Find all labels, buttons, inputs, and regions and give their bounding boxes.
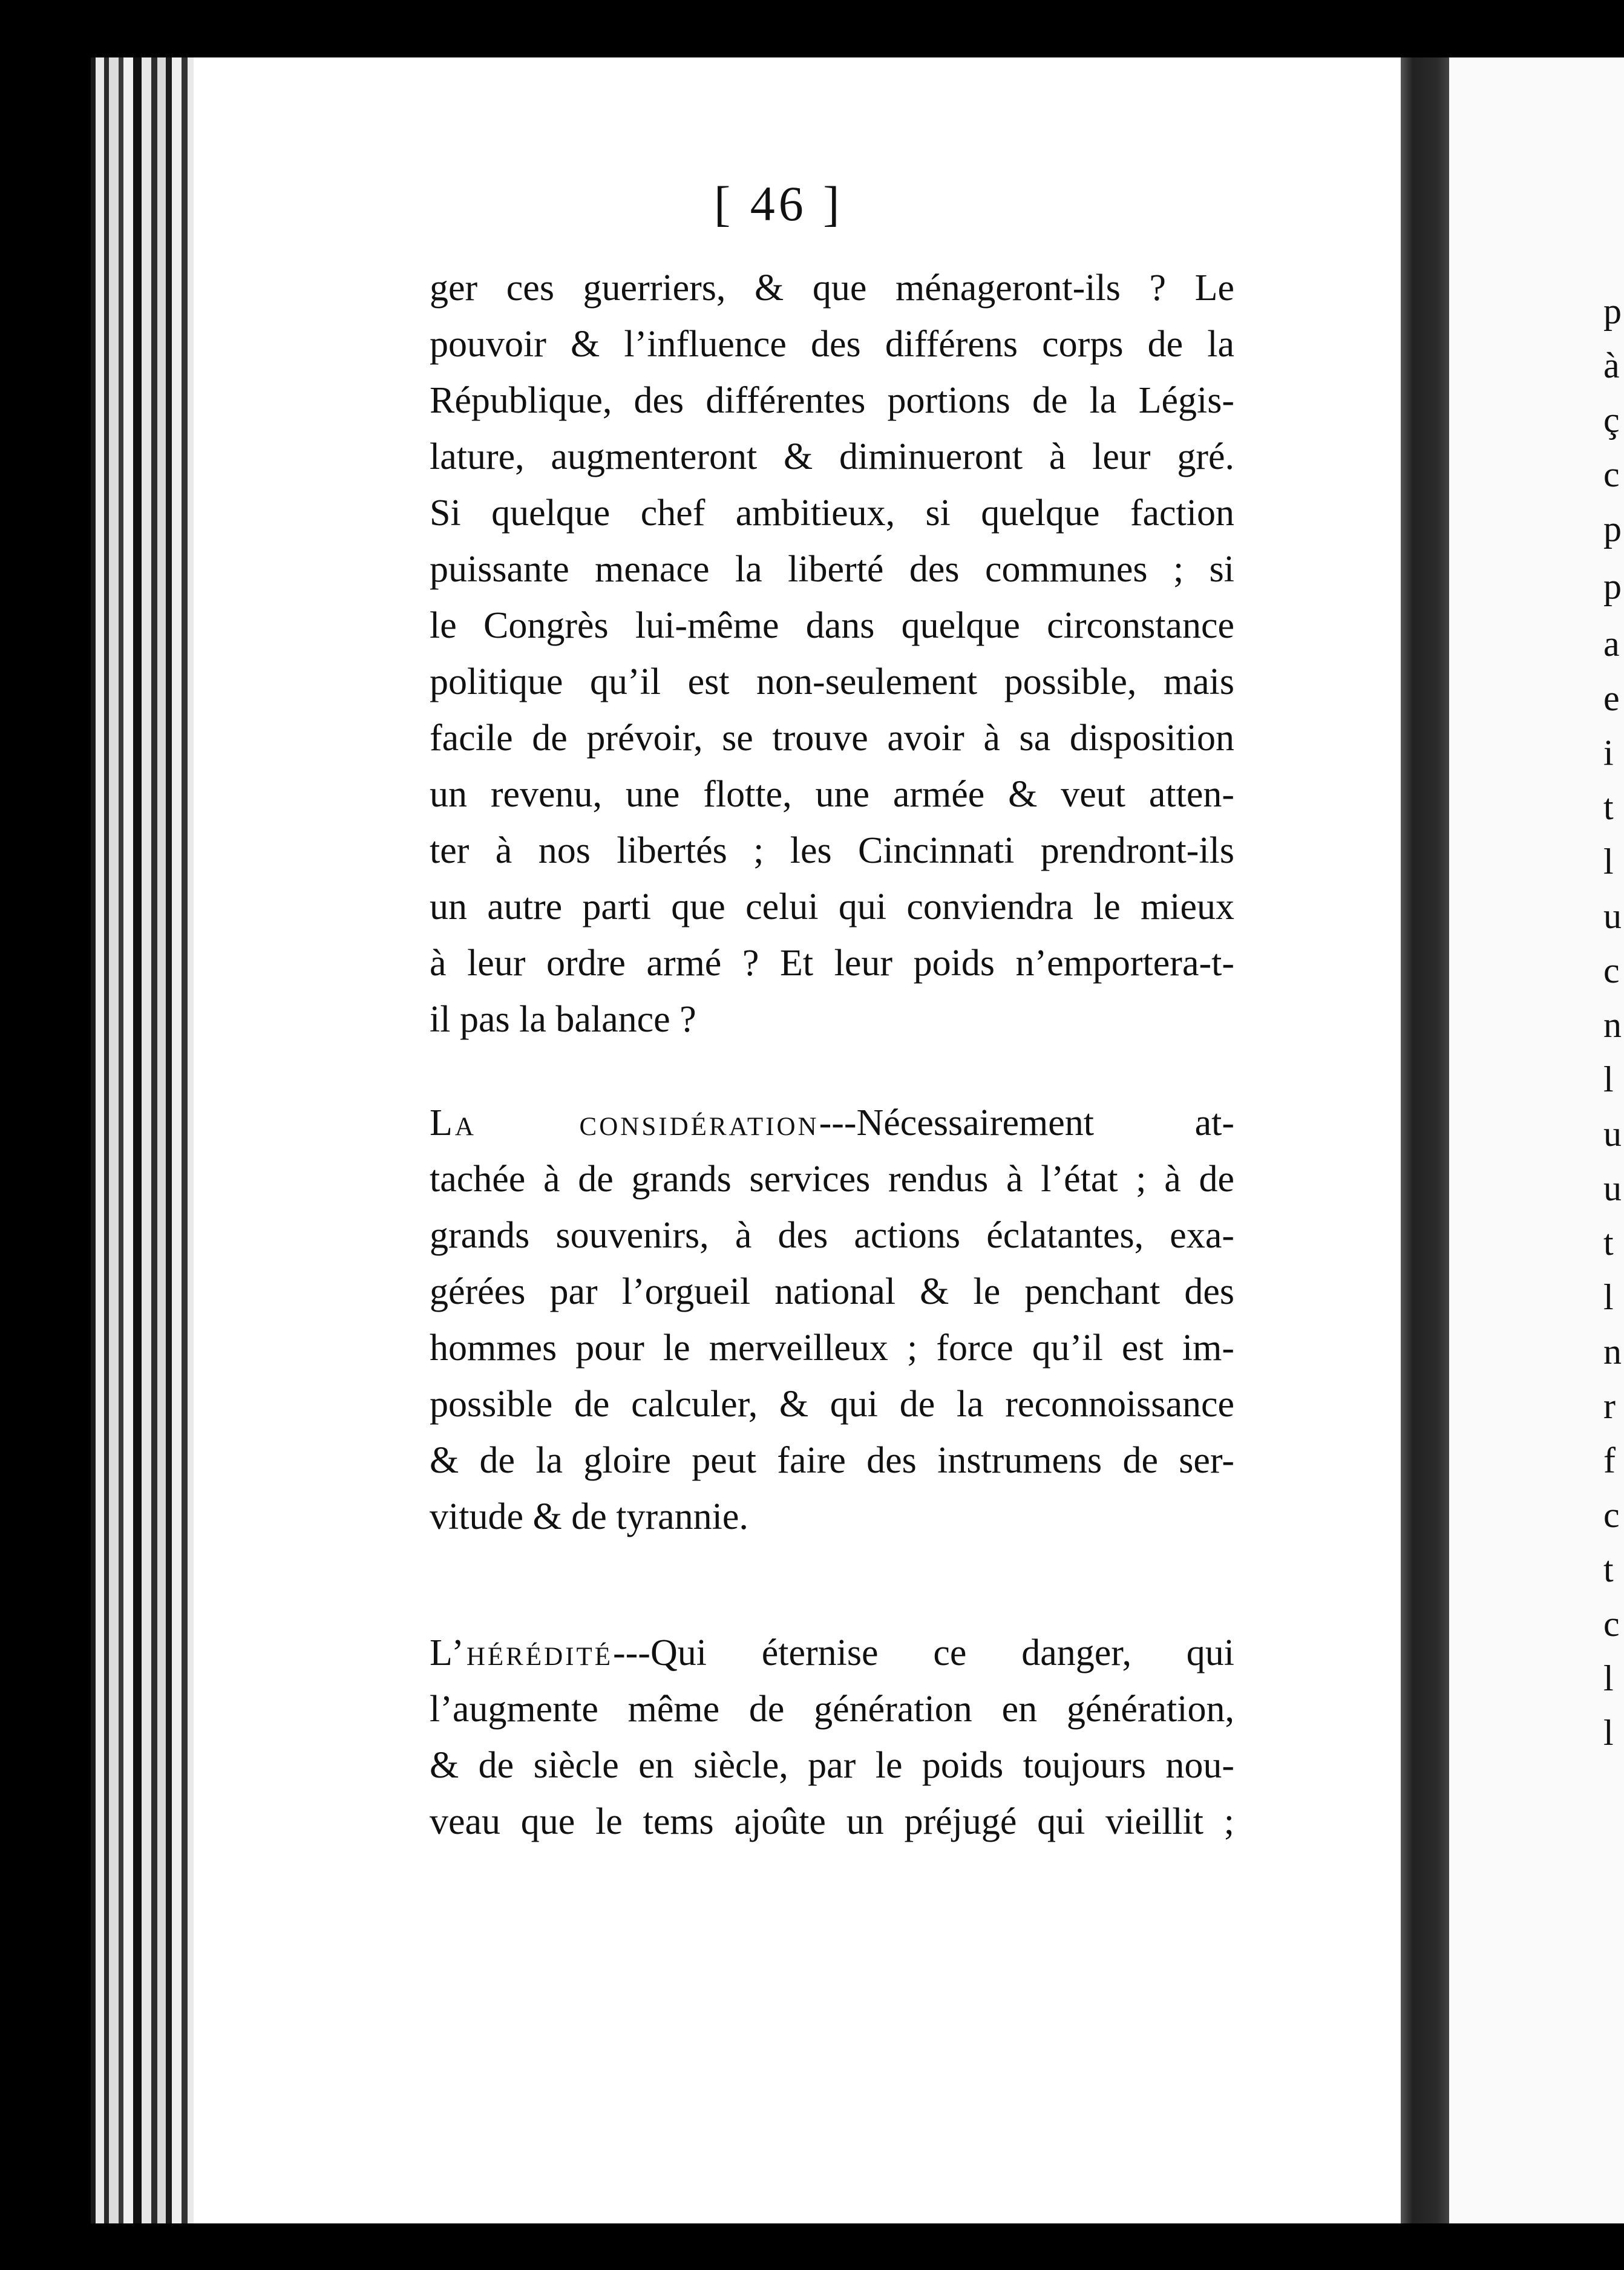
fragment-letter: t (1603, 1223, 1614, 1263)
fragment-letter: t (1603, 1549, 1614, 1589)
text-line (430, 1625, 1234, 1681)
fragment-letter: l (1603, 1059, 1614, 1099)
text-line: pouvoir & l’influence des différens corps de la (430, 324, 1234, 365)
adjacent-page (1449, 57, 1624, 2223)
book-page-edges (91, 57, 194, 2223)
text-line: Si quelque chef ambitieux, si quelque faction (430, 492, 1234, 534)
text-line: & de siècle en siècle, par le poids toujours nou- (430, 1745, 1234, 1786)
paragraph-heading: La considération (430, 1102, 819, 1143)
fragment-letter: n (1603, 1005, 1622, 1045)
paragraph-gap (430, 1048, 1234, 1095)
text-line: un revenu, une flotte, une armée & veut atten- (430, 774, 1234, 815)
fragment-letter: r (1603, 1386, 1616, 1426)
text-line: grands souvenirs, à des actions éclatantes, exa- (430, 1215, 1234, 1256)
paragraph-heading: L’hérédité (430, 1632, 613, 1673)
text-line: & de la gloire peut faire des instrumens de ser- (430, 1440, 1234, 1481)
page-text (430, 260, 1234, 1850)
fragment-letter: ç (1603, 400, 1620, 440)
scan-border-bottom (0, 2223, 1624, 2270)
fragment-letter: u (1603, 896, 1622, 936)
text-line: il pas la balance ? (430, 999, 696, 1040)
fragment-letter: u (1603, 1168, 1622, 1208)
text-line: République, des différentes portions de la Légis- (430, 380, 1234, 421)
fragment-letter: l (1603, 1277, 1614, 1317)
paragraph-2 (430, 1095, 1234, 1545)
fragment-letter: c (1603, 950, 1620, 990)
text-line: facile de prévoir, se trouve avoir à sa disposition (430, 718, 1234, 759)
fragment-letter: l (1603, 1658, 1614, 1698)
text-line: gérées par l’orgueil national & le penchant des (430, 1271, 1234, 1312)
paragraph-1 (430, 260, 1234, 1048)
text-span: ---Qui éternise ce danger, qui (613, 1632, 1234, 1673)
fragment-letter: a (1603, 624, 1620, 664)
fragment-letter: c (1603, 1604, 1620, 1644)
text-line: le Congrès lui-même dans quelque circonstance (430, 605, 1234, 646)
fragment-letter: u (1603, 1114, 1622, 1154)
paragraph-3 (430, 1625, 1234, 1850)
text-line: ter à nos libertés ; les Cincinnati prendront-ils (430, 830, 1234, 871)
text-line: hommes pour le merveilleux ; force qu’il est im- (430, 1327, 1234, 1369)
text-line: l’augmente même de génération en génération, (430, 1689, 1234, 1730)
page-number: [ 46 ] (714, 176, 843, 231)
fragment-letter: p (1603, 291, 1622, 331)
fragment-letter: i (1603, 733, 1614, 773)
text-line: puissante menace la liberté des communes ; si (430, 549, 1234, 590)
fragment-letter: c (1603, 454, 1620, 494)
text-line: politique qu’il est non-seulement possible, mais (430, 661, 1234, 702)
fragment-letter: à (1603, 345, 1620, 385)
fragment-letter: p (1603, 566, 1622, 606)
text-line: tachée à de grands services rendus à l’état ; à de (430, 1159, 1234, 1200)
book-gutter (1401, 57, 1449, 2223)
text-line: lature, augmenteront & diminueront à leur gré. (430, 436, 1234, 477)
paragraph-gap (430, 1545, 1234, 1625)
fragment-letter: p (1603, 509, 1622, 549)
text-line: vitude & de tyrannie. (430, 1496, 748, 1537)
fragment-letter: c (1603, 1495, 1620, 1535)
text-line: un autre parti que celui qui conviendra le mieux (430, 886, 1234, 927)
text-line: à leur ordre armé ? Et leur poids n’emportera-t- (430, 943, 1234, 984)
fragment-letter: n (1603, 1332, 1622, 1372)
fragment-letter: e (1603, 678, 1620, 718)
text-line (430, 1095, 1234, 1151)
fragment-letter: f (1603, 1441, 1616, 1480)
fragment-letter: l (1603, 1713, 1614, 1753)
text-line: ger ces guerriers, & que ménageront-ils ? Le (430, 267, 1234, 309)
fragment-letter: l (1603, 842, 1614, 882)
text-span: ---Nécessairement at- (819, 1102, 1234, 1143)
text-line: possible de calculer, & qui de la reconnoissance (430, 1384, 1234, 1425)
text-line: veau que le tems ajoûte un préjugé qui vieillit ; (430, 1801, 1234, 1842)
fragment-letter: t (1603, 787, 1614, 827)
scan-border-top (0, 0, 1624, 57)
